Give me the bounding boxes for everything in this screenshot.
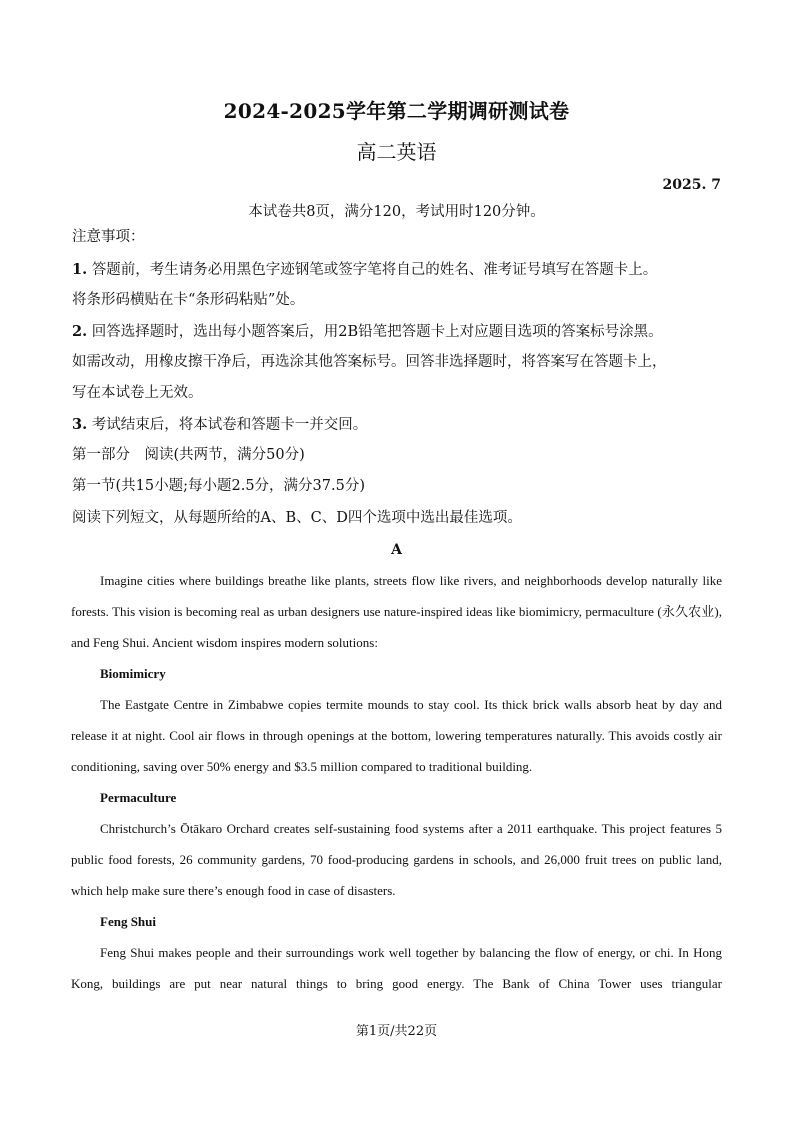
notice-item-3-text: 考试结束后，将本试卷和答题卡一并交回。	[91, 417, 368, 433]
notice-item-2-line-3: 写在本试卷上无效。	[72, 385, 203, 401]
subheading-biomimicry: Biomimicry	[100, 666, 166, 681]
reading-instruction: 阅读下列短文，从每题所给的A、B、C、D四个选项中选出最佳选项。	[72, 510, 522, 526]
passage-label: A	[391, 542, 402, 558]
page-number: 第1页/共22页	[355, 1024, 438, 1039]
paragraph-feng-shui: Feng Shui makes people and their surroundings work well together by balancing the flow of energy, or chi. In Hong Kong, buildings are put near natural things to bring good energy. The Bank of China Tower uses triangular	[71, 945, 722, 991]
notice-item-1	[72, 254, 723, 286]
exam-date: 2025. 7	[662, 177, 721, 193]
notice-item-1-line-2: 将条形码横贴在卡“条形码粘贴”处。	[72, 292, 305, 308]
notice-item-3-number: 3.	[72, 416, 88, 433]
exam-summary: 本试卷共8页，满分120，考试用时120分钟。	[248, 204, 545, 220]
passage-intro: Imagine cities where buildings breathe like plants, streets flow like rivers, and neighborhoods develop naturally like forests. This vision is becoming real as urban designers use nature-inspired ideas like biomimicry, permaculture (永久农业), and Feng Shui. Ancient wisdom inspires modern solutions:	[71, 573, 722, 650]
notice-heading: 注意事项：	[72, 229, 145, 245]
notice-item-1-text: 答题前，考生请务必用黑色字迹钢笔或签字笔将自己的姓名、准考证号填写在答题卡上。	[91, 262, 658, 278]
paragraph-biomimicry: The Eastgate Centre in Zimbabwe copies termite mounds to stay cool. Its thick brick walls absorb heat by day and release it at night. Cool air flows in through openings at the bottom, lowering temperatures naturally. This avoids costly air conditioning, saving over 50% energy and $3.5 million compared to traditional building.	[71, 697, 722, 774]
exam-subject: 高二英语	[356, 140, 437, 164]
notice-item-1-number: 1.	[72, 261, 88, 278]
notice-item-2-number: 2.	[72, 323, 88, 340]
notice-item-3	[72, 409, 723, 441]
notice-item-2-text: 回答选择题时，选出每小题答案后，用2B铅笔把答题卡上对应题目选项的答案标号涂黑。	[91, 324, 663, 340]
notice-item-2-line-2: 如需改动，用橡皮擦干净后，再选涂其他答案标号。回答非选择题时，将答案写在答题卡上，	[72, 354, 667, 370]
subheading-permaculture: Permaculture	[100, 790, 177, 805]
passage-body	[71, 565, 722, 999]
subheading-feng-shui: Feng Shui	[100, 914, 156, 929]
section-one-heading: 第一节(共15小题;每小题2.5分，满分37.5分)	[72, 478, 365, 494]
paragraph-permaculture: Christchurch’s Ōtākaro Orchard creates self-sustaining food systems after a 2011 earthquake. This project features 5 public food forests, 26 community gardens, 70 food-producing gardens in schools, and 26,000 fruit trees on public land, which help make sure there’s enough food in case of disasters.	[71, 821, 722, 898]
notice-item-2	[72, 316, 723, 348]
part-one-heading: 第一部分 阅读(共两节，满分50分)	[72, 447, 305, 463]
exam-title: 2024-2025学年第二学期调研测试卷	[223, 99, 570, 123]
